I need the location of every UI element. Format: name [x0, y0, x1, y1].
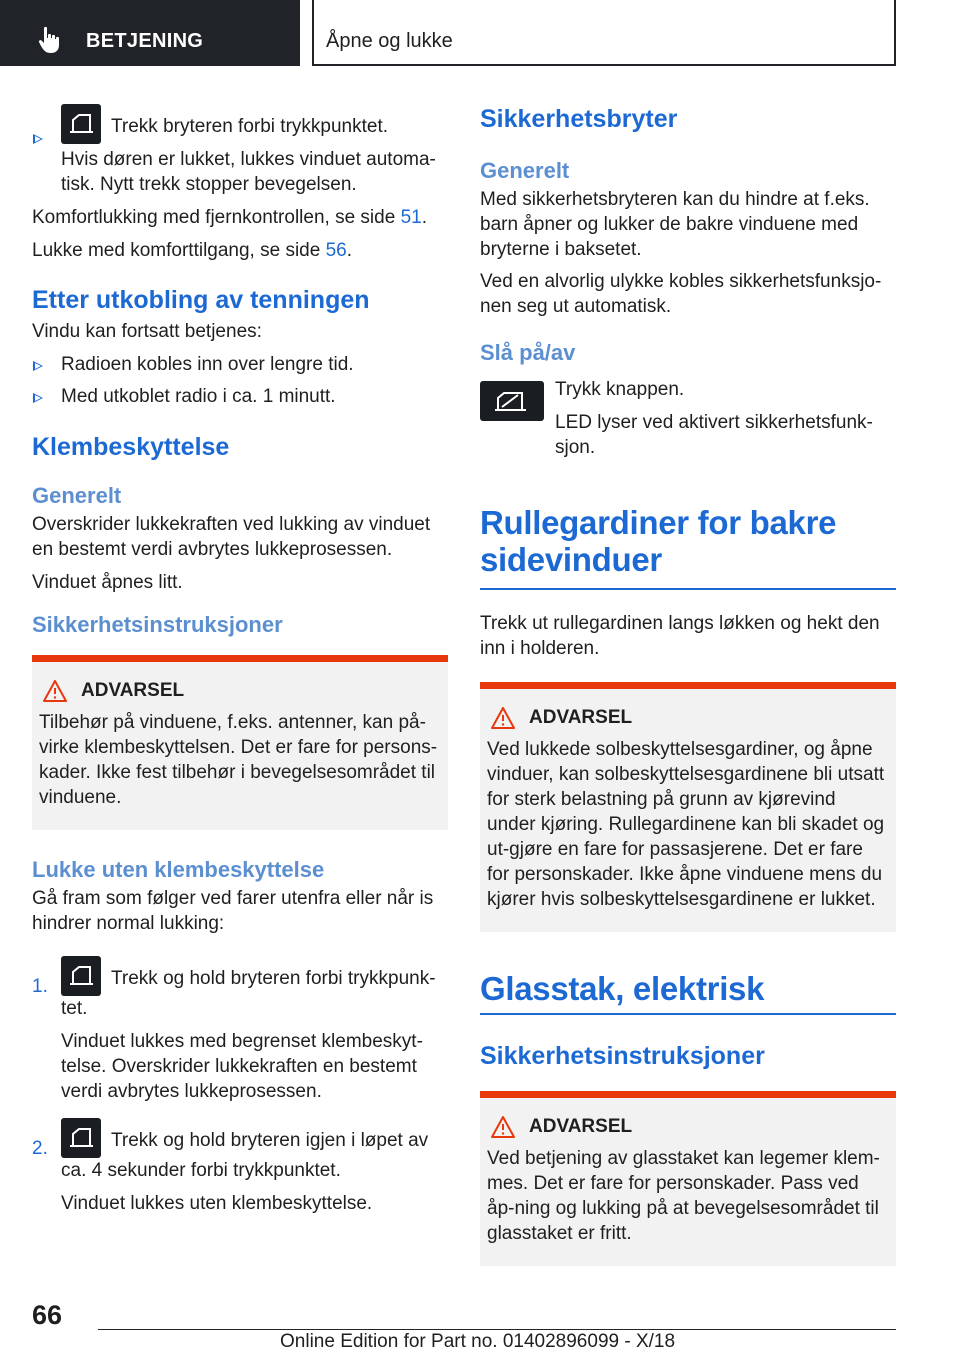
pinch-text-1: Overskrider lukkekraften ved lukking av vinduet en bestemt verdi avbrytes lukkeprosessen.: [32, 514, 431, 560]
list-item-text: Med utkoblet radio i ca. 1 minutt.: [61, 386, 336, 407]
warning-icon: [491, 1116, 515, 1138]
step-detail: Vinduet lukkes uten klembeskyttelse.: [61, 1193, 373, 1214]
warning-icon: [43, 680, 67, 702]
warning-title-row: [487, 707, 888, 729]
warning-box: [32, 655, 448, 830]
list-item: [32, 104, 448, 144]
heading-rule: [480, 1013, 896, 1015]
switch-text-2: Ved en alvorlig ulykke kobles sikkerhetsfunksjo-nen seg ut automatisk.: [480, 271, 882, 317]
step-number: 1.: [32, 976, 48, 997]
list-item-text: Radioen kobles inn over lengre tid.: [61, 354, 354, 375]
heading-safety: Sikkerhetsinstruksjoner: [32, 612, 283, 637]
edition-text: Online Edition for Part no. 01402896099 - X/18: [280, 1331, 676, 1352]
warning-icon: [491, 707, 515, 729]
list-item: [32, 352, 448, 377]
warning-title-row: [487, 1116, 888, 1138]
footer-divider: [98, 1329, 896, 1330]
switch-text-1: Med sikkerhetsbryteren kan du hindre at f.eks. barn åpner og lukker de bakre vinduene med bryterne i baksetet.: [480, 189, 870, 260]
window-switch-icon: [61, 956, 101, 996]
heading-general: Generelt: [480, 158, 570, 183]
window-switch-icon: [61, 1118, 101, 1158]
warning-text: Tilbehør på vinduene, f.eks. antenner, kan på-virke klembeskyttelsen. Det er fare for persons-kader. Ikke fest tilbehør i bevegelsesområdet til vinduene.: [39, 712, 438, 808]
heading-no-pinch: Lukke uten klembeskyttelse: [32, 857, 325, 882]
heading-on-off: Slå på/av: [480, 340, 576, 365]
blinds-text: Trekk ut rullegardinen langs løkken og hekt den inn i holderen.: [480, 613, 880, 659]
breadcrumb: [312, 0, 896, 66]
bullet-icon: [33, 134, 43, 144]
heading-rule: [480, 588, 896, 590]
warning-box: [480, 682, 896, 932]
warning-title: ADVARSEL: [529, 1116, 633, 1137]
page-link-51[interactable]: 51: [400, 207, 422, 228]
breadcrumb-title: Åpne og lukke: [326, 30, 453, 52]
step-detail: Vinduet lukkes med begrenset klembeskyt-telse. Overskrider lukkekraften en bestemt verdi avbrytes lukkeprosessen.: [61, 1031, 423, 1102]
comfort-access-label: Lukke med komforttilgang, se side: [32, 240, 321, 261]
heading-after-ignition: Etter utkobling av tenningen: [32, 286, 370, 314]
warning-text: Ved betjening av glasstaket kan legemer klem-mes. Det er fare for personskader. Pass ved åp-ning og lukking på at bevegelsesområdet til glasstaket er fritt.: [487, 1148, 880, 1244]
bullet-icon: [33, 393, 43, 403]
comfort-remote-text: Komfortlukking med fjernkontrollen, se side 51.: [32, 207, 427, 228]
warning-text: Ved lukkede solbeskyttelsesgardiner, og åpne vinduer, kan solbeskyttelsesgardinene bli utsatt for sterk belastning på grunn av kjørevind under kjøring. Rullegardinene kan bli skadet og ut-gjøre en fare for passasjerene. Det er fare for personskader. Ikke åpne vinduene mens du kjører hvis solbeskyttelsesgardinene er lukket.: [487, 739, 885, 910]
step-item: [32, 956, 448, 1021]
after-ignition-text: Vindu kan fortsatt betjenes:: [32, 321, 262, 342]
heading-safety-switch: Sikkerhetsbryter: [480, 105, 678, 133]
step-item: [32, 1118, 448, 1183]
list-item: [32, 384, 448, 409]
heading-sunroof: Glasstak, elektrisk: [480, 970, 765, 1007]
comfort-access-text: Lukke med komforttilgang, se side 56.: [32, 240, 353, 261]
pinch-text-2: Vinduet åpnes litt.: [32, 572, 183, 593]
right-column: [480, 94, 896, 1266]
safety-switch-icon: [480, 381, 544, 421]
warning-title: ADVARSEL: [81, 680, 185, 701]
step-number: 2.: [32, 1138, 48, 1159]
led-text-label: LED lyser ved aktivert sikkerhetsfunk-sjon.: [555, 412, 873, 458]
page-link-56[interactable]: 56: [325, 240, 347, 261]
comfort-remote-label: Komfortlukking med fjernkontrollen, se side: [32, 207, 396, 228]
bullet-icon: [33, 361, 43, 371]
hand-icon: [38, 26, 62, 54]
section-title: BETJENING: [86, 30, 204, 52]
warning-title-row: [39, 680, 440, 702]
warning-title: ADVARSEL: [529, 707, 633, 728]
window-switch-icon: [61, 104, 101, 144]
heading-general: Generelt: [32, 483, 122, 508]
section-header: [0, 0, 300, 66]
item-pull-detail: Hvis døren er lukket, lukkes vinduet automa-tisk. Nytt trekk stopper bevegelsen.: [61, 149, 436, 195]
item-pull-text: Trekk bryteren forbi trykkpunktet.: [111, 116, 389, 137]
no-pinch-text: Gå fram som følger ved farer utenfra eller når is hindrer normal lukking:: [32, 888, 434, 934]
step-text: Trekk og hold bryteren igjen i løpet av ca. 4 sekunder forbi trykkpunktet.: [61, 1130, 429, 1181]
page-number: 66: [32, 1300, 63, 1330]
left-column: [32, 94, 448, 1216]
heading-rollerblinds: Rullegardiner for bakre sidevinduer: [480, 504, 837, 578]
step-text: Trekk og hold bryteren forbi trykkpunk-tet.: [61, 968, 436, 1019]
heading-pinch-protection: Klembeskyttelse: [32, 433, 230, 461]
heading-safety: Sikkerhetsinstruksjoner: [480, 1042, 765, 1070]
warning-box: [480, 1091, 896, 1266]
switch-instruction: [480, 377, 896, 460]
press-button-text: Trykk knappen.: [555, 379, 685, 400]
